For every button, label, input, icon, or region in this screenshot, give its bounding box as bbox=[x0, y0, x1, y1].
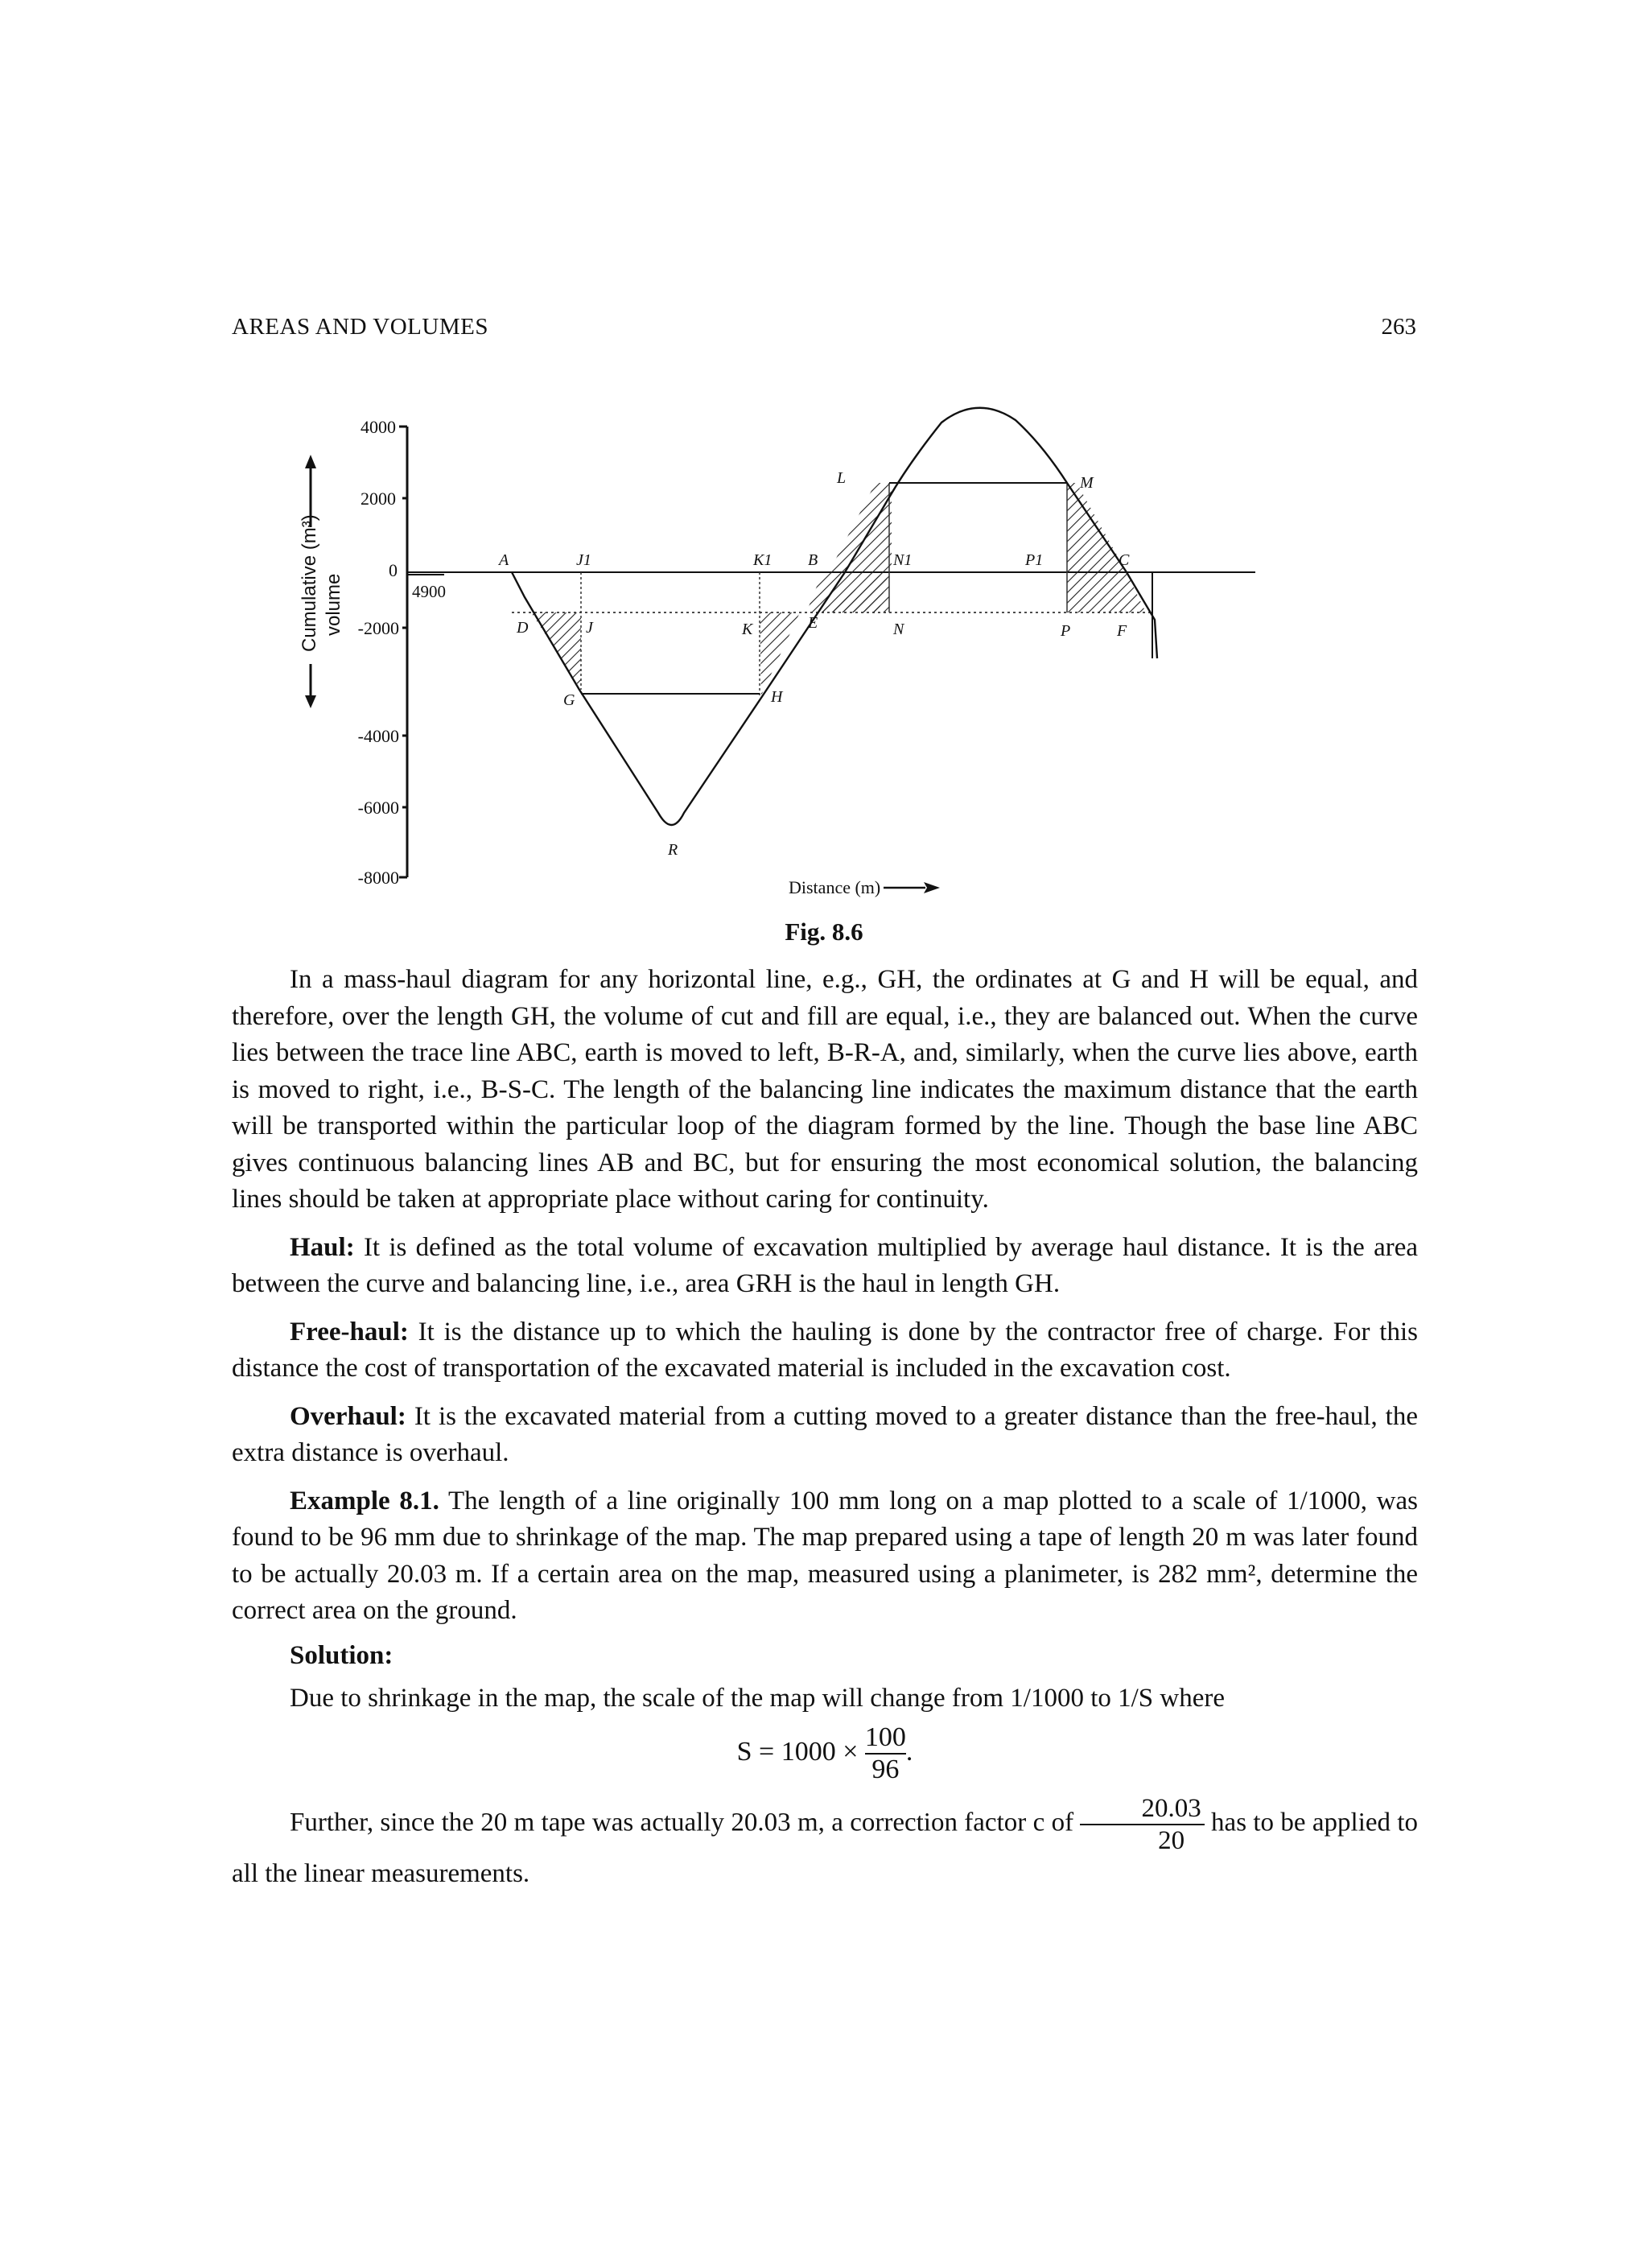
label-j: J bbox=[586, 619, 593, 637]
label-f: F bbox=[1117, 622, 1127, 640]
mass-haul-diagram bbox=[0, 0, 1648, 918]
label-r: R bbox=[668, 841, 678, 859]
y-tick-minus4000: -4000 bbox=[357, 726, 399, 746]
label-j1: J1 bbox=[576, 551, 591, 569]
label-l: L bbox=[837, 469, 847, 487]
y-tick-4000: 4000 bbox=[360, 417, 396, 437]
start-value: 4900 bbox=[412, 582, 446, 601]
equation-s bbox=[232, 1722, 1418, 1785]
y-label-line-1: Cumulative (m³) bbox=[299, 514, 320, 652]
paragraph-free-haul bbox=[232, 1314, 1418, 1388]
label-g: G bbox=[563, 691, 575, 709]
correction-fraction bbox=[1080, 1793, 1204, 1856]
hatch-region-pc bbox=[1067, 572, 1146, 612]
running-title: AREAS AND VOLUMES bbox=[232, 314, 488, 340]
solution-heading: Solution: bbox=[290, 1640, 393, 1670]
mass-haul-curve bbox=[512, 408, 1157, 825]
equation-fraction bbox=[865, 1722, 906, 1785]
x-axis-label: Distance (m) bbox=[789, 877, 881, 897]
term-overhaul: Overhaul: bbox=[290, 1401, 406, 1431]
haul-definition: It is defined as the total volume of excavation multiplied by average haul distance. It is the area between the curve and balancing line, i.e., area GRH is the haul in length GH. bbox=[232, 1232, 1418, 1298]
solution-text: Due to shrinkage in the map, the scale of the map will change from 1/1000 to 1/S where bbox=[290, 1684, 1226, 1713]
correction-text-2: has to be applied to all the linear measurements. bbox=[232, 1808, 1419, 1888]
label-p1: P1 bbox=[1025, 551, 1044, 569]
paragraph-haul bbox=[232, 1230, 1418, 1303]
label-n1: N1 bbox=[893, 551, 913, 569]
y-label-line-2: volume bbox=[323, 573, 344, 636]
equation-lhs: S = 1000 × bbox=[736, 1736, 859, 1767]
y-tick-minus8000: -8000 bbox=[357, 868, 399, 888]
y-tick-minus2000: -2000 bbox=[357, 618, 399, 638]
y-tick-0: 0 bbox=[389, 560, 398, 580]
figure-caption: Fig. 8.6 bbox=[785, 918, 863, 946]
label-n: N bbox=[893, 621, 904, 638]
label-c: C bbox=[1119, 551, 1130, 569]
label-e: E bbox=[808, 614, 818, 632]
page-number: 263 bbox=[1381, 314, 1416, 340]
body-text bbox=[232, 962, 1418, 1892]
paragraph-example bbox=[232, 1483, 1418, 1630]
term-free-haul: Free-haul: bbox=[290, 1317, 409, 1346]
overhaul-definition: It is the excavated material from a cutting moved to a greater distance than the free-haul, the extra distance is overhaul. bbox=[232, 1401, 1418, 1467]
label-k: K bbox=[742, 621, 753, 638]
label-d: D bbox=[517, 619, 529, 637]
y-tick-2000: 2000 bbox=[360, 489, 396, 509]
equation-period: . bbox=[905, 1736, 913, 1767]
paragraph-overhaul bbox=[232, 1399, 1418, 1472]
free-haul-definition: It is the distance up to which the hauling is done by the contractor free of charge. For this distance the cost of transportation of the excavated material is included in the excavation cost. bbox=[232, 1317, 1418, 1383]
label-h: H bbox=[771, 688, 783, 706]
equation-denominator: 96 bbox=[871, 1754, 900, 1784]
hatch-region-l bbox=[829, 483, 892, 572]
equation-numerator: 100 bbox=[865, 1722, 906, 1755]
paragraph-mass-haul: In a mass-haul diagram for any horizontal line, e.g., GH, the ordinates at G and H will be equal, and therefore, over the length GH, the volume of cut and fill are equal, i.e., they are balanced out. When the curve lies between the trace line ABC, earth is moved to left, B-R-A, and, similarly, when the curve lies above, earth is moved to right, i.e., B-S-C. The length of the balancing line indicates the maximum distance that the earth will be transported within the particular loop of the diagram formed by the line. Though the base line ABC gives continuous balancing lines AB and BC, but for ensuring the most economical solution, the balancing lines should be taken at appropriate place without caring for continuity. bbox=[232, 965, 1418, 1214]
label-b: B bbox=[808, 551, 818, 569]
label-p: P bbox=[1061, 622, 1071, 640]
label-a: A bbox=[499, 551, 509, 569]
label-k1: K1 bbox=[753, 551, 772, 569]
hatch-region-bn bbox=[806, 572, 889, 612]
paragraph-correction bbox=[232, 1793, 1418, 1893]
example-label: Example 8.1. bbox=[290, 1486, 439, 1515]
y-axis-label bbox=[299, 514, 344, 652]
label-m: M bbox=[1080, 474, 1094, 492]
example-text: The length of a line originally 100 mm long on a map plotted to a scale of 1/1000, was found to be 96 mm due to shrinkage of the map. The map prepared using a tape of length 20 m was later found to be actually 20.03 m. If a certain area on the map, measured using a planimeter, is 282 mm², determine the correct area on the ground. bbox=[232, 1486, 1418, 1625]
hatch-region-kh bbox=[760, 612, 800, 695]
correction-denominator: 20 bbox=[1158, 1825, 1185, 1855]
term-haul: Haul: bbox=[290, 1232, 355, 1262]
y-tick-minus6000: -6000 bbox=[357, 798, 399, 818]
correction-numerator: 20.03 bbox=[1080, 1793, 1204, 1825]
correction-text-1: Further, since the 20 m tape was actually 20.03 m, a correction factor c of bbox=[290, 1808, 1074, 1837]
